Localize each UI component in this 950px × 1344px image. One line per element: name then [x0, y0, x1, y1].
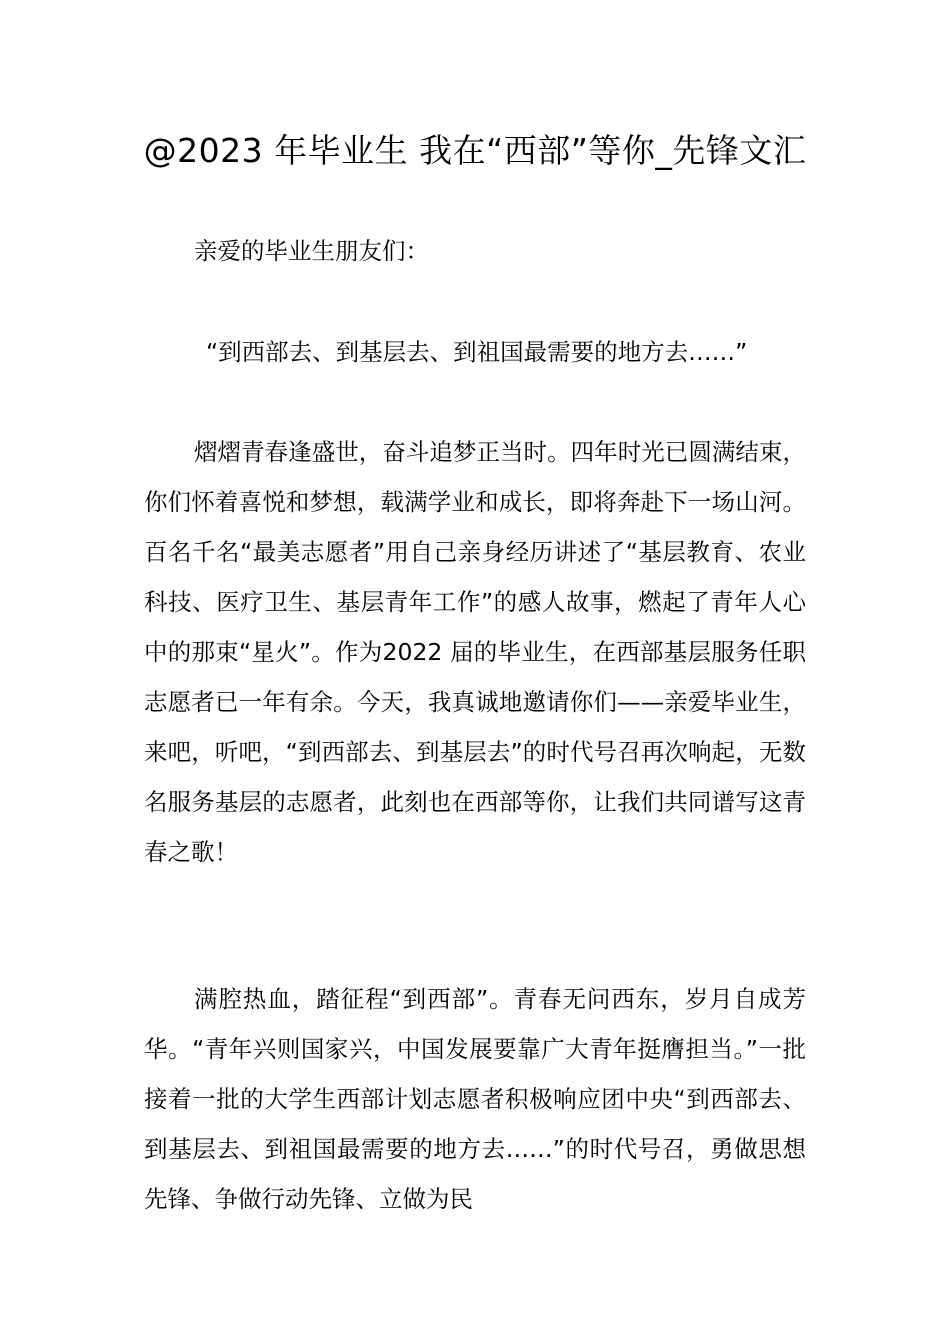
quote-text: “到西部去、到基层去、到祖国最需要的地方去……”	[206, 338, 748, 366]
greeting-text: 亲爱的毕业生朋友们：	[194, 237, 429, 265]
document-title: @2023 年毕业生 我在“西部”等你_先锋文汇	[143, 131, 807, 170]
body-paragraph: 熠熠青春逢盛世，奋斗追梦正当时。四年时光已圆满结束，你们怀着喜悦和梦想，载满学业和成长，即将奔赴下一场山河。百名千名“最美志愿者”用自己亲身经历讲述了“基层教育、农业科技、医疗卫生、基层青年工作”的感人故事，燃起了青年人心中的那束“星火”。作为2022 届的毕业生，在西部基层服务任职志愿者已一年有余。今天，我真诚地邀请你们——亲爱毕业生，来吧，听吧，“到西部去、到基层去”的时代号召再次响起，无数名服务基层的志愿者，此刻也在西部等你，让我们共同谱写这青春之歌！	[144, 438, 806, 866]
body-paragraph: 满腔热血，踏征程“到西部”。青春无问西东，岁月自成芳华。“青年兴则国家兴，中国发展要靠广大青年挺膺担当。”一批接着一批的大学生西部计划志愿者积极响应团中央“到西部去、到基层去、到祖国最需要的地方去……”的时代号召，勇做思想先锋、争做行动先锋、立做为民	[144, 985, 806, 1213]
